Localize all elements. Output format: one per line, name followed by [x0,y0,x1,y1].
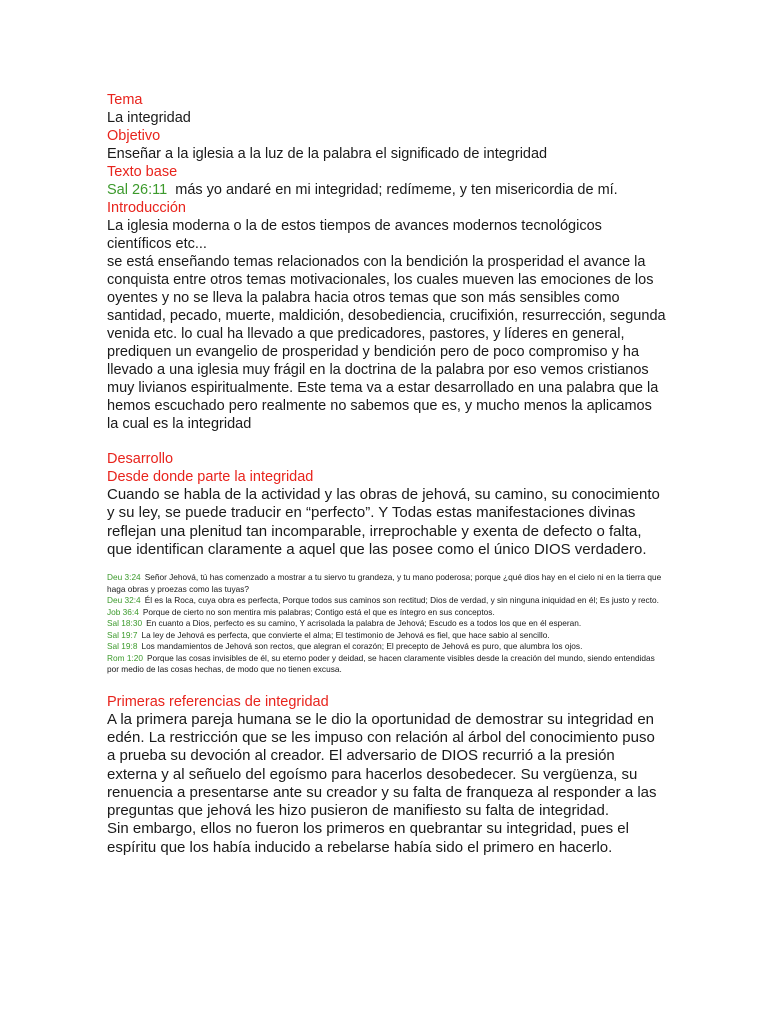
verse-item [107,607,667,619]
verse-item [107,618,667,630]
verse-ref: Deu 32:4 [107,595,141,606]
texto-base-ref: Sal 26:11 [107,182,168,198]
verse-ref: Sal 19:7 [107,629,138,640]
objetivo-text: Enseñar a la iglesia a la luz de la palabra el significado de integridad [107,146,548,162]
spacer [107,433,667,450]
verse-item [107,630,667,642]
verse-text: Los mandamientos de Jehová son rectos, que alegran el corazón; El precepto de Jehová es puro, que alumbra los ojos. [141,641,583,652]
verse-ref: Rom 1:20 [107,652,143,663]
verse-ref: Deu 3:24 [107,572,141,583]
primeras-paragraph-2: Sin embargo, ellos no fueron los primeros en quebrantar su integridad, pues el espíritu que los había inducido a rebelarse había sido el primero en hacerlo. [107,820,629,856]
verse-ref: Sal 18:30 [107,618,143,629]
verse-text: En cuanto a Dios, perfecto es su camino, Y acrisolada la palabra de Jehová; Escudo es a todos los que en él esperan. [146,618,582,629]
verse-text: Él es la Roca, cuya obra es perfecta, Porque todos sus caminos son rectitud; Dios de verdad, y sin ninguna iniquidad en él; Es justo y recto. [144,595,659,606]
verse-ref: Job 36:4 [107,606,139,617]
tema-text: La integridad [107,110,191,126]
verse-ref: Sal 19:8 [107,641,138,652]
verse-text: La ley de Jehová es perfecta, que convierte el alma; El testimonio de Jehová es fiel, que hace sabio al sencillo. [141,629,550,640]
primeras-paragraph-1: A la primera pareja humana se le dio la oportunidad de demostrar su integridad en edén. La restricción que se les impuso con relación al árbol del conocimiento puso a prueba su devoción al creador. El adversario de DIOS recurrió a la presión externa y al señuelo del egoísmo para hacerlos desobedecer. Su vergüenza, su renuencia a presentarse ante su creador y su falta de franqueza al responder a las preguntas que jehová les hizo pusieron de manifiesto su falta de integridad. [107,710,657,820]
verse-item [107,641,667,653]
texto-base-heading: Texto base [107,164,178,180]
introduccion-paragraph-2: se está enseñando temas relacionados con la bendición la prosperidad el avance la conquista entre otros temas motivacionales, los cuales mueven las emociones de los oyentes y no se lleva la palabra hacia otros temas que son más sensibles como santidad, pecado, muerte, maldición, desobediencia, crucifixión, resurrección, segunda venida etc. lo cual ha llevado a que predicadores, pastores, y líderes en general, prediquen un evangelio de prosperidad y bendición pero de poco compromiso y ha llevado a una iglesia muy frágil en la doctrina de la palabra por eso vemos cristianos muy livianos espiritualmente. Este tema va a estar desarrollado en una palabra que la hemos escuchado pero realmente no sabemos que es, y mucho menos la aplicamos la cual es la integridad [107,254,666,432]
desde-paragraph: Cuando se habla de la actividad y las obras de jehová, su camino, su conocimiento y su ley, se puede traducir en “perfecto”. Y Todas estas manifestaciones divinas reflejan una plenitud tan incomparable, irreprochable y exenta de defecto o falta, que identifican claramente a aquel que las posee como el único DIOS verdadero. [107,486,660,558]
desde-heading: Desde donde parte la integridad [107,469,314,485]
document-content [107,91,667,857]
desarrollo-heading: Desarrollo [107,451,174,467]
verse-list [107,572,667,676]
verse-text: Porque de cierto no son mentira mis palabras; Contigo está el que es íntegro en sus conceptos. [142,606,495,617]
primeras-heading: Primeras referencias de integridad [107,693,329,710]
texto-base-line [107,181,667,199]
objetivo-heading: Objetivo [107,128,161,144]
spacer [107,676,667,693]
verse-text: Porque las cosas invisibles de él, su eterno poder y deidad, se hacen claramente visibles desde la creación del mundo, siendo entendidas por medio de las cosas hechas, de modo que no tienen excusa. [107,652,655,675]
introduccion-paragraph-1: La iglesia moderna o la de estos tiempos de avances modernos tecnológicos científicos etc... [107,218,602,252]
introduccion-heading: Introducción [107,200,186,216]
verse-item [107,572,667,595]
verse-item [107,653,667,676]
tema-heading: Tema [107,92,143,108]
texto-base-text: más yo andaré en mi integridad; redímeme, y ten misericordia de mí. [175,182,618,198]
verse-item [107,595,667,607]
verse-text: Señor Jehová, tú has comenzado a mostrar a tu siervo tu grandeza, y tu mano poderosa; porque ¿qué dios hay en el cielo ni en la tierra que haga obras y proezas como las tuyas? [107,572,662,594]
